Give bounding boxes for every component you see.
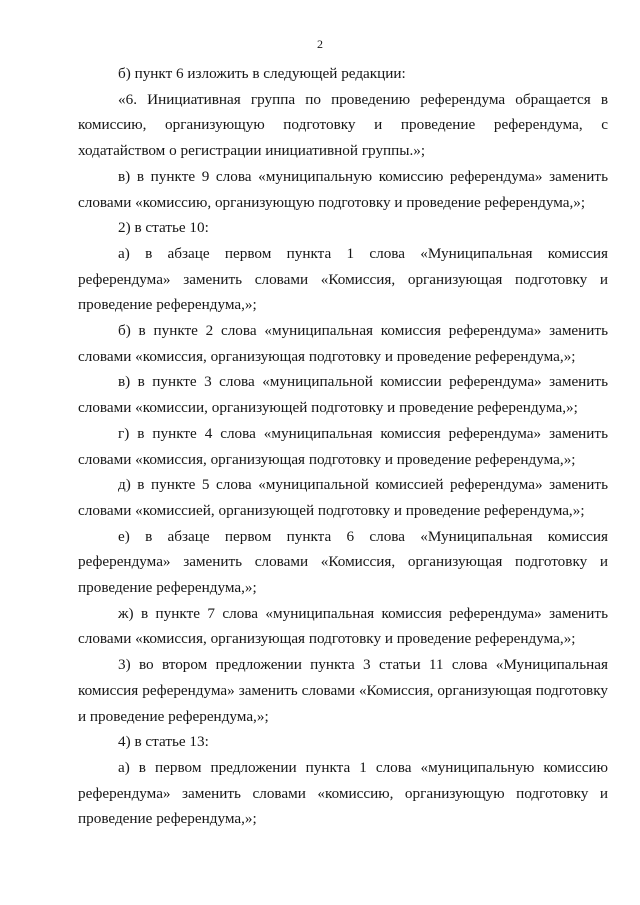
page-number: 2 [317, 37, 323, 51]
paragraph-article-10-e: е) в абзаце первом пункта 6 слова «Муниципальная комиссия референдума» заменить словами «Комиссия, организующая подготовку и проведение референдума,»; [78, 527, 608, 597]
paragraph-article-10-zh: ж) в пункте 7 слова «муниципальная комиссия референдума» заменить словами «комиссия, организующая подготовку и проведение референдума,»; [78, 604, 608, 648]
paragraph-article-10-a: а) в абзаце первом пункта 1 слова «Муниципальная комиссия референдума» заменить словами «Комиссия, организующая подготовку и проведение референдума,»; [78, 244, 608, 314]
document-body [78, 61, 608, 832]
paragraph-amend-b-point-6: б) пункт 6 изложить в следующей редакции: [118, 65, 406, 82]
paragraph-article-13-a: а) в первом предложении пункта 1 слова «муниципальную комиссию референдума» заменить словами «комиссию, организующую подготовку и проведение референдума,»; [78, 758, 608, 828]
paragraph-amend-v-point-9: в) в пункте 9 слова «муниципальную комиссию референдума» заменить словами «комиссию, организующую подготовку и проведение референдума,»; [78, 167, 608, 211]
paragraph-article-10-d: д) в пункте 5 слова «муниципальной комиссией референдума» заменить словами «комиссией, организующей подготовку и проведение референдума,»; [78, 476, 608, 519]
paragraph-new-point-6-text: «6. Инициативная группа по проведению референдума обращается в комиссию, организующую подготовку и проведение референдума, с ходатайством о регистрации инициативной группы.»; [78, 90, 608, 160]
paragraph-article-11: 3) во втором предложении пункта 3 статьи 11 слова «Муниципальная комиссия референдума» заменить словами «Комиссия, организующая подготовку и проведение референдума,»; [78, 656, 608, 725]
paragraph-article-13-heading: 4) в статье 13: [118, 733, 209, 751]
paragraph-article-10-heading: 2) в статье 10: [118, 219, 209, 237]
paragraph-article-10-g: г) в пункте 4 слова «муниципальная комиссия референдума» заменить словами «комиссия, организующая подготовку и проведение референдума,»; [78, 424, 608, 468]
paragraph-article-10-v: в) в пункте 3 слова «муниципальной комиссии референдума» заменить словами «комиссии, организующей подготовку и проведение референдума,»; [78, 373, 608, 417]
paragraph-article-10-b: б) в пункте 2 слова «муниципальная комиссия референдума» заменить словами «комиссия, организующая подготовку и проведение референдума,»; [78, 322, 608, 365]
